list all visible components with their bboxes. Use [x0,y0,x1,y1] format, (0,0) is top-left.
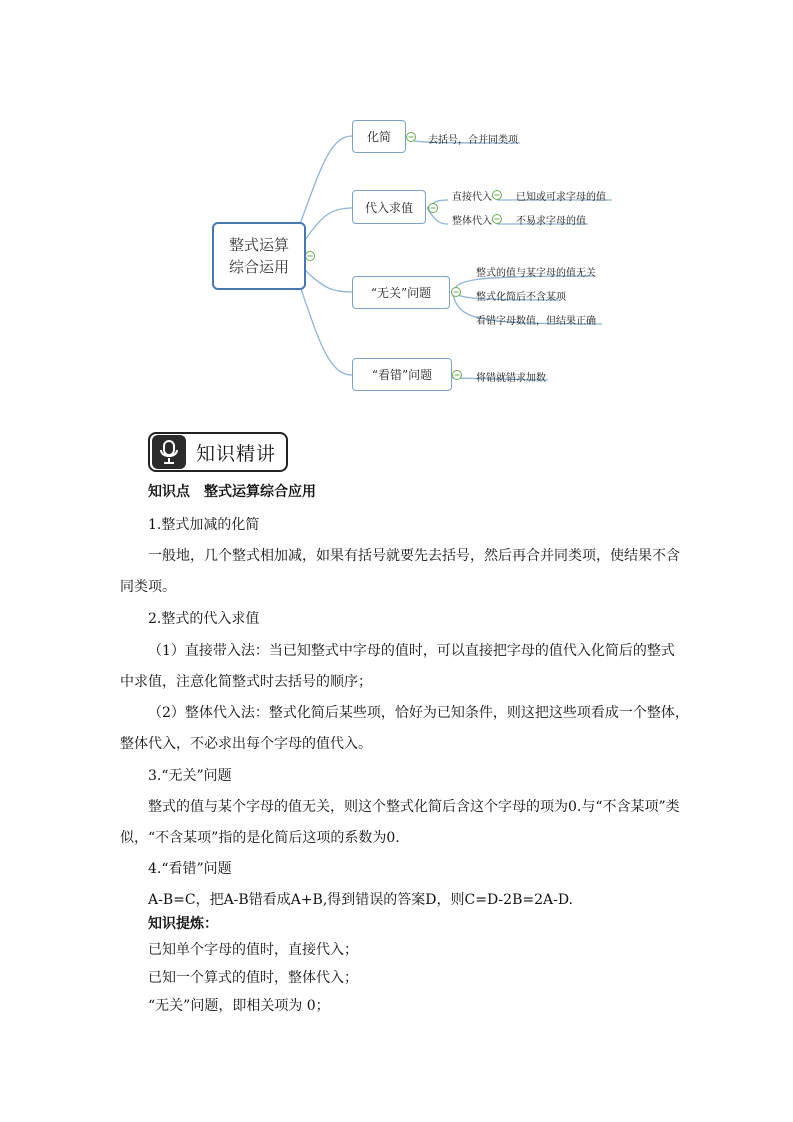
microphone-icon [152,435,186,469]
section-1-paragraph-line1: 一般地，几个整式相加减，如果有括号就要先去括号，然后再合并同类项，使结果不含 [148,548,680,564]
summary-item-1: 已知单个字母的值时，直接代入； [148,942,358,958]
root-label-line2: 综合运用 [228,258,289,276]
branch-misread[interactable] [352,358,452,391]
knowledge-heading: 知识点 整式运算综合应用 [148,484,316,500]
leaf-unrelated-2[interactable]: 整式化简后不含某项 [476,292,566,303]
leaf-unrelated-3[interactable]: 看错字母数值，但结果正确 [476,316,596,327]
section-2-title: 2.整式的代入求值 [148,611,260,627]
branch-label: 化简 [366,130,391,144]
summary-item-3: “无关”问题，即相关项为 0； [148,998,330,1014]
branch-label: “看错”问题 [371,368,433,382]
branch-simplify[interactable] [352,120,406,153]
banner-title: 知识精讲 [196,442,277,465]
section-3-title: 3.“无关”问题 [148,768,232,784]
mindmap-root[interactable] [212,222,306,290]
leaf-unrelated-1[interactable]: 整式的值与某字母的值无关 [476,268,596,279]
section-2-item1-line1: （1）直接带入法：当已知整式中字母的值时，可以直接把字母的值代入化简后的整式 [148,643,675,659]
section-1-paragraph-line2: 同类项。 [120,579,176,595]
section-4-paragraph: A-B=C，把A-B错看成A+B,得到错误的答案D，则C=D-2B=2A-D. [148,892,574,908]
branch-substitute[interactable] [352,190,426,224]
branch-label: “无关”问题 [370,286,432,300]
section-4-title: 4.“看错”问题 [148,861,232,877]
summary-item-2: 已知一个算式的值时，整体代入； [148,970,358,986]
leaf-whole[interactable]: 不易求字母的值 [516,216,586,227]
section-2-item2-line2: 整体代入，不必求出每个字母的值代入。 [120,736,372,752]
sub-direct[interactable]: 直接代入 [452,192,492,203]
root-label-line1: 整式运算 [228,236,289,254]
leaf-misread-1[interactable]: 将错就错求加数 [476,373,546,384]
sub-whole[interactable]: 整体代入 [452,216,492,227]
section-1-title: 1.整式加减的化简 [148,517,260,533]
branch-unrelated[interactable] [352,276,450,309]
leaf-simplify-1[interactable]: 去括号，合并同类项 [428,135,518,146]
summary-title: 知识提炼： [148,916,218,932]
section-2-item2-line1: （2）整体代入法：整式化简后某些项，恰好为已知条件，则这把这些项看成一个整体， [148,705,689,721]
leaf-direct[interactable]: 已知或可求字母的值 [516,192,606,203]
section-3-paragraph-line1: 整式的值与某个字母的值无关，则这个整式化简后含这个字母的项为0.与“不含某项”类 [148,799,680,815]
section-banner [148,432,288,472]
section-3-paragraph-line2: 似，“不含某项”指的是化简后这项的系数为0. [120,830,400,846]
branch-label: 代入求值 [364,200,413,215]
section-2-item1-line2: 中求值，注意化简整式时去括号的顺序； [120,674,372,690]
